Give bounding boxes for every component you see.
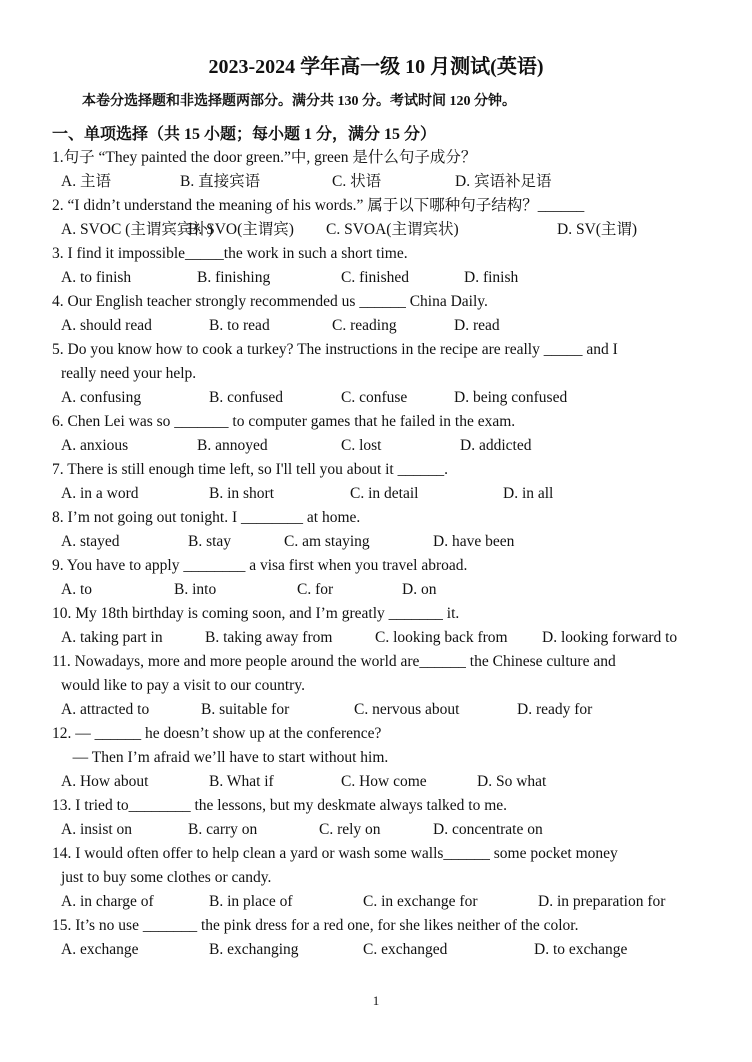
question-12 [52, 722, 712, 794]
question-stem: 6. Chen Lei was so _______ to computer games that he failed in the exam. [52, 413, 516, 430]
question-stem: 13. I tried to________ the lessons, but my deskmate always talked to me. [52, 797, 508, 814]
option-b: B. What if [209, 773, 274, 790]
question-stem: 7. There is still enough time left, so I'll tell you about it ______. [52, 461, 448, 478]
question-stem: 10. My 18th birthday is coming soon, and I’m greatly _______ it. [52, 605, 460, 622]
option-c: C. in exchange for [363, 893, 478, 910]
option-a: A. to [61, 581, 92, 598]
question-stem: 5. Do you know how to cook a turkey? The instructions in the recipe are really _____ and I [52, 341, 618, 358]
option-c: C. SVOA(主谓宾状) [326, 221, 459, 238]
option-c: C. looking back from [375, 629, 508, 646]
question-stem: 1.句子 “They painted the door green.”中, green 是什么句子成分？ [52, 149, 477, 166]
answer-options [52, 386, 712, 410]
option-b: B. 直接宾语 [180, 173, 261, 190]
option-d: D. 宾语补足语 [455, 173, 552, 190]
question-11 [52, 650, 712, 722]
question-stem-continued: really need your help. [61, 365, 197, 382]
answer-options [52, 938, 712, 962]
option-d: D. So what [477, 773, 547, 790]
question-10 [52, 602, 712, 650]
question-stem: 4. Our English teacher strongly recommended us ______ China Daily. [52, 293, 488, 310]
option-b: B. stay [188, 533, 232, 550]
option-d: D. read [454, 317, 500, 334]
answer-options [52, 218, 712, 242]
option-c: C. How come [341, 773, 427, 790]
answer-options [52, 482, 712, 506]
question-stem: 8. I’m not going out tonight. I ________ at home. [52, 509, 361, 526]
option-b: B. exchanging [209, 941, 299, 958]
question-stem: 14. I would often offer to help clean a yard or wash some walls______ some pocket money [52, 845, 618, 862]
question-6 [52, 410, 712, 458]
option-c: C. in detail [350, 485, 419, 502]
option-c: C. am staying [284, 533, 370, 550]
option-c: C. exchanged [363, 941, 448, 958]
option-a: A. confusing [61, 389, 142, 406]
option-d: D. in preparation for [538, 893, 666, 910]
option-c: C. rely on [319, 821, 381, 838]
question-15 [52, 914, 712, 962]
option-a: A. in charge of [61, 893, 154, 910]
answer-options [52, 530, 712, 554]
option-a: A. insist on [61, 821, 133, 838]
option-d: D. to exchange [534, 941, 628, 958]
question-stem: 9. You have to apply ________ a visa first when you travel abroad. [52, 557, 468, 574]
page-number: 1 [372, 993, 380, 1008]
question-3 [52, 242, 712, 290]
question-stem: 15. It’s no use _______ the pink dress for a red one, for she likes neither of the color. [52, 917, 579, 934]
option-b: B. SVO(主谓宾) [188, 221, 294, 238]
option-d: D. SV(主谓) [557, 221, 638, 238]
option-a: A. anxious [61, 437, 129, 454]
answer-options [52, 818, 712, 842]
question-4 [52, 290, 712, 338]
option-c: C. finished [341, 269, 410, 286]
option-b: B. into [174, 581, 217, 598]
question-5 [52, 338, 712, 410]
option-a: A. exchange [61, 941, 139, 958]
option-a: A. How about [61, 773, 149, 790]
question-14 [52, 842, 712, 914]
option-b: B. confused [209, 389, 284, 406]
option-b: B. annoyed [197, 437, 268, 454]
option-a: A. stayed [61, 533, 120, 550]
option-d: D. finish [464, 269, 519, 286]
section-heading: 一、单项选择（共 15 小题；每小题 1 分，满分 15 分） [52, 126, 437, 143]
option-d: D. concentrate on [433, 821, 543, 838]
option-d: D. have been [433, 533, 515, 550]
answer-options [52, 170, 712, 194]
question-stem-continued: — Then I’m afraid we’ll have to start without him. [61, 749, 389, 766]
option-b: B. in short [209, 485, 275, 502]
exam-instructions: 本卷分选择题和非选择题两部分。满分共 130 分。考试时间 120 分钟。 [82, 94, 516, 109]
option-d: D. ready for [517, 701, 593, 718]
option-a: A. should read [61, 317, 152, 334]
option-a: A. in a word [61, 485, 139, 502]
question-8 [52, 506, 712, 554]
option-c: C. 状语 [332, 173, 382, 190]
answer-options [52, 266, 712, 290]
option-a: A. SVOC (主谓宾宾补) [61, 221, 213, 238]
answer-options [52, 578, 712, 602]
question-stem: 12. — ______ he doesn’t show up at the conference? [52, 725, 382, 742]
answer-options [52, 434, 712, 458]
option-c: C. confuse [341, 389, 408, 406]
page-title: 2023-2024 学年高一级 10 月测试(英语) [208, 56, 544, 78]
option-d: D. on [402, 581, 437, 598]
option-a: A. 主语 [61, 173, 111, 190]
option-b: B. carry on [188, 821, 258, 838]
option-b: B. suitable for [201, 701, 290, 718]
question-stem-continued: just to buy some clothes or candy. [61, 869, 272, 886]
option-c: C. nervous about [354, 701, 460, 718]
answer-options [52, 770, 712, 794]
option-d: D. looking forward to [542, 629, 678, 646]
question-2 [52, 194, 712, 242]
option-b: B. in place of [209, 893, 293, 910]
answer-options [52, 626, 712, 650]
option-b: B. finishing [197, 269, 271, 286]
option-b: B. to read [209, 317, 270, 334]
option-a: A. attracted to [61, 701, 150, 718]
question-1 [52, 146, 712, 194]
option-b: B. taking away from [205, 629, 333, 646]
question-stem: 3. I find it impossible_____the work in such a short time. [52, 245, 408, 262]
question-stem: 11. Nowadays, more and more people around the world are______ the Chinese culture and [52, 653, 616, 670]
question-7 [52, 458, 712, 506]
question-13 [52, 794, 712, 842]
option-d: D. in all [503, 485, 554, 502]
option-a: A. taking part in [61, 629, 163, 646]
question-stem-continued: would like to pay a visit to our country. [61, 677, 305, 694]
question-list [52, 146, 712, 962]
option-c: C. reading [332, 317, 397, 334]
option-c: C. lost [341, 437, 382, 454]
option-d: D. being confused [454, 389, 568, 406]
question-9 [52, 554, 712, 602]
answer-options [52, 890, 712, 914]
answer-options [52, 314, 712, 338]
question-stem: 2. “I didn’t understand the meaning of his words.” 属于以下哪种句子结构？______ [52, 197, 585, 214]
answer-options [52, 698, 712, 722]
option-d: D. addicted [460, 437, 532, 454]
option-a: A. to finish [61, 269, 132, 286]
option-c: C. for [297, 581, 334, 598]
